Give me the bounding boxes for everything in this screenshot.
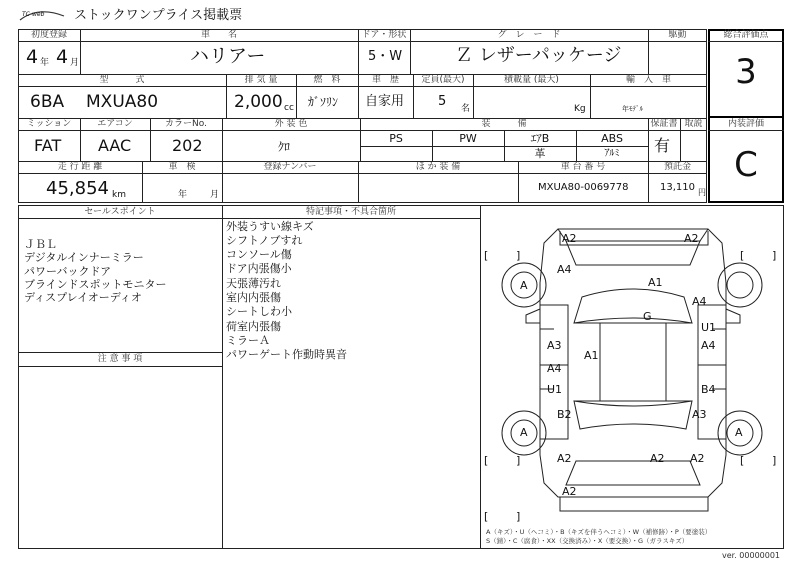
label-drive: 駆動 bbox=[668, 30, 687, 40]
remark-item: 天張薄汚れ bbox=[226, 277, 281, 290]
damage-mark: U1 bbox=[701, 321, 717, 334]
damage-mark: A2 bbox=[684, 232, 699, 245]
damage-mark: A3 bbox=[692, 408, 707, 421]
inspection-year-unit: 年 bbox=[178, 190, 188, 200]
deposit-unit: 円 bbox=[698, 188, 706, 197]
damage-legend-1: A（キズ）・U（ヘコミ）・B（キズを伴うヘコミ）・W（補修跡）・P（要塗装） bbox=[486, 528, 712, 536]
reg-month-unit: 月 bbox=[70, 58, 80, 68]
equip-pw: PW bbox=[459, 132, 477, 145]
damage-mark: A2 bbox=[562, 232, 577, 245]
version-text: ver. 00000001 bbox=[722, 551, 781, 560]
bracket-left-bottom: [ bbox=[484, 454, 489, 467]
displacement-unit: cc bbox=[284, 103, 294, 113]
reg-month: 4 bbox=[56, 46, 69, 68]
vehicle-name: ハリアー bbox=[190, 45, 266, 67]
label-notes: 注 意 事 項 bbox=[97, 354, 143, 364]
remark-item: コンソール傷 bbox=[226, 248, 292, 261]
damage-mark: A bbox=[735, 426, 743, 439]
damage-mark: A3 bbox=[547, 339, 562, 352]
page-title: ストックワンプライス掲載票 bbox=[74, 8, 243, 23]
damage-mark: A1 bbox=[584, 349, 599, 362]
label-first-reg: 初度登録 bbox=[30, 30, 67, 40]
overall-score: 3 bbox=[735, 52, 757, 92]
label-overall-score: 総合評価点 bbox=[723, 30, 769, 40]
aircon: AAC bbox=[98, 136, 132, 155]
sales-point-item: ブラインドスポットモニター bbox=[24, 278, 167, 291]
grade: Ｚ レザーパッケージ bbox=[455, 45, 622, 66]
damage-mark: A bbox=[520, 279, 528, 292]
vehicle-class: 自家用 bbox=[365, 94, 405, 109]
label-equipment: 装 備 bbox=[481, 119, 527, 129]
label-fuel: 燃 料 bbox=[313, 75, 341, 85]
damage-mark: U1 bbox=[547, 383, 563, 396]
sales-point-item: パワーバックドア bbox=[24, 265, 112, 278]
sales-point-item: ディスプレイオーディオ bbox=[24, 291, 142, 304]
remark-item: シートしわ小 bbox=[226, 305, 292, 318]
bracket-right-low: ] bbox=[516, 510, 521, 523]
remark-item: 荷室内張傷 bbox=[226, 320, 281, 333]
damage-mark: A2 bbox=[562, 485, 577, 498]
reg-year: 4 bbox=[26, 46, 39, 68]
remark-item: パワーゲート作動時異音 bbox=[226, 348, 347, 361]
logo-text: TC-web bbox=[22, 11, 45, 18]
label-mission: ミッション bbox=[26, 119, 72, 129]
damage-mark: A2 bbox=[557, 452, 572, 465]
mileage-unit: km bbox=[112, 190, 126, 200]
label-interior-score: 内装評価 bbox=[727, 119, 764, 129]
inspection-month-unit: 月 bbox=[210, 190, 220, 200]
label-inspection: 車 検 bbox=[168, 162, 196, 172]
label-exterior: 外 装 色 bbox=[274, 119, 308, 129]
label-deposit: 預託金 bbox=[663, 162, 691, 172]
label-import: 輸 入 車 bbox=[625, 75, 671, 85]
label-plate: 登録ナンバー bbox=[263, 162, 317, 172]
damage-mark: A2 bbox=[650, 452, 665, 465]
damage-mark: A2 bbox=[690, 452, 705, 465]
logo bbox=[18, 8, 68, 24]
label-aircon: エアコン bbox=[97, 119, 133, 129]
damage-mark: A4 bbox=[547, 362, 562, 375]
chassis-number: MXUA80-0069778 bbox=[538, 182, 629, 193]
label-displacement: 排 気 量 bbox=[244, 75, 278, 85]
equip-leather: 革 bbox=[534, 147, 546, 160]
reg-year-unit: 年 bbox=[40, 58, 50, 68]
sales-point-item: ＪＢＬ bbox=[24, 238, 57, 251]
label-remarks: 特記事項・不具合箇所 bbox=[305, 207, 396, 217]
interior-score: C bbox=[734, 145, 758, 185]
label-name: 車 名 bbox=[200, 30, 237, 40]
sales-point-item: デジタルインナーミラー bbox=[24, 251, 144, 264]
damage-mark: A bbox=[520, 426, 528, 439]
mission: FAT bbox=[34, 136, 62, 155]
bracket-right-top-r: ] bbox=[772, 249, 777, 262]
label-grade: グ レ ー ド bbox=[497, 30, 561, 40]
bracket-left-top: [ bbox=[484, 249, 489, 262]
label-chassis: 車 台 番 号 bbox=[560, 162, 606, 172]
import-sub: 年ﾓﾃﾞﾙ bbox=[622, 105, 643, 113]
damage-mark: A4 bbox=[557, 263, 572, 276]
bracket-right-bottom-r: ] bbox=[772, 454, 777, 467]
damage-mark: A4 bbox=[701, 339, 716, 352]
remark-item: 外装うすい線キズ bbox=[226, 220, 314, 233]
bracket-left-low: [ bbox=[484, 510, 489, 523]
bracket-right-bottom: ] bbox=[516, 454, 521, 467]
label-vehicle-class: 車 歴 bbox=[371, 75, 399, 85]
displacement: 2,000 bbox=[234, 92, 283, 112]
color-no: 202 bbox=[172, 136, 203, 155]
door-type: 5・W bbox=[368, 49, 403, 64]
load-unit: Kg bbox=[574, 104, 586, 114]
label-warranty: 保証書 bbox=[650, 119, 678, 129]
label-manual: 取説 bbox=[684, 119, 703, 129]
damage-mark: B2 bbox=[557, 408, 572, 421]
equip-abs: ABS bbox=[601, 132, 623, 145]
label-load: 積載量 (最大) bbox=[504, 75, 559, 85]
label-door-type: ドア・形状 bbox=[361, 30, 407, 40]
label-other-equip: ほ か 装 備 bbox=[415, 162, 461, 172]
damage-mark: G bbox=[643, 310, 652, 323]
remark-item: シフトノブすれ bbox=[226, 234, 303, 247]
mileage: 45,854 bbox=[46, 178, 109, 199]
equip-ps: PS bbox=[389, 132, 403, 145]
bracket-left-bottom-r: [ bbox=[740, 454, 745, 467]
capacity-unit: 名 bbox=[461, 104, 471, 114]
label-capacity: 定員(最大) bbox=[421, 75, 465, 85]
damage-mark: B4 bbox=[701, 383, 716, 396]
damage-legend-2: S（錆）・C（腐食）・XX（交換済み）・X（要交換）・G（ガラスキズ） bbox=[486, 537, 689, 545]
remark-item: ドア内張傷小 bbox=[226, 262, 292, 275]
deposit: 13,110 bbox=[660, 182, 695, 193]
capacity: 5 bbox=[438, 94, 447, 109]
equip-alloy: ｱﾙﾐ bbox=[604, 148, 620, 159]
exterior-color: ｸﾛ bbox=[278, 140, 291, 154]
label-color-no: カラーNo. bbox=[165, 119, 207, 129]
label-model: 型 式 bbox=[99, 75, 145, 85]
warranty-value: 有 bbox=[654, 136, 671, 155]
equip-airbag: ｴｱB bbox=[530, 132, 550, 145]
model-code: MXUA80 bbox=[86, 92, 159, 112]
remark-item: ミラーＡ bbox=[226, 334, 270, 347]
car-diagram bbox=[480, 205, 784, 525]
label-mileage: 走 行 距 離 bbox=[57, 162, 103, 172]
bracket-left-top-r: [ bbox=[740, 249, 745, 262]
fuel: ｶﾞｿﾘﾝ bbox=[308, 95, 339, 109]
damage-mark: A1 bbox=[648, 276, 663, 289]
label-sales-points: セールスポイント bbox=[84, 207, 156, 217]
remark-item: 室内内張傷 bbox=[226, 291, 281, 304]
bracket-right-top: ] bbox=[516, 249, 521, 262]
damage-mark: A4 bbox=[692, 295, 707, 308]
model-prefix: 6BA bbox=[30, 92, 65, 112]
